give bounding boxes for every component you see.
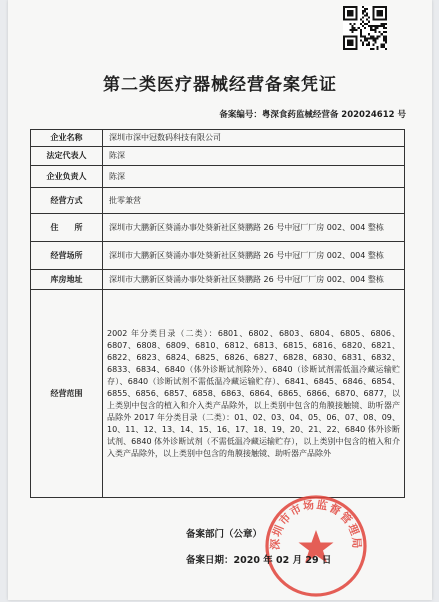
document-title: 第二类医疗器械经营备案凭证 [103, 75, 337, 95]
qr-code [343, 6, 387, 50]
table-row [31, 188, 405, 214]
table-row [31, 270, 405, 290]
row-label: 库房地址 [31, 270, 103, 290]
business-scope: 2002 年分类目录（二类）：6801、6802、6803、6804、6805、6806、6807、6808、6809、6810、6812、6813、6815、6816、6820、6821、6822、6823、6824、6825、6826、6827、6828、6830、6831、6832、6833、6834、6840（体外诊断试剂除外）、6840（诊断试剂需低温冷藏运输贮存）、6840（诊断试剂不需低温冷藏运输贮存）、6841、6845、6846、6854、6855、6856、6857、6858、6863、6864、6865、6866、6870、6877，以上类别中包含的植入和介入类产品除外，以上类别中包含的角膜接触镜、助听器产品除外 2017 年分类目录（二类）：01、02、03、04、05、06、07、08、09、10、11、12、13、14、15、16、17、18、19、20、21、22、6840 体外诊断试剂、6840 体外诊断试剂（不需低温冷藏运输贮存），以上类别中包含的植入和介入类产品除外，以上类别中包含的角膜接触镜、助听器产品除外 [103, 290, 405, 498]
table-row [31, 130, 405, 147]
legal-representative: 陈深 [103, 147, 405, 166]
row-label: 企业名称 [31, 130, 103, 147]
table-row [31, 290, 405, 498]
row-label: 住 所 [31, 214, 103, 242]
table-row [31, 166, 405, 188]
business-mode: 批零兼营 [103, 188, 405, 214]
responsible-person: 陈深 [103, 166, 405, 188]
domicile-address: 深圳市大鹏新区葵涌办事处葵新社区葵鹏路 26 号中冠厂厂房 002、004 整栋 [103, 214, 405, 242]
row-label: 经营场所 [31, 242, 103, 270]
table-row [31, 214, 405, 242]
row-label: 法定代表人 [31, 147, 103, 166]
filing-date: 备案日期：2020 年 02 月 29 日 [186, 555, 332, 566]
business-premises: 深圳市大鹏新区葵涌办事处葵新社区葵鹏路 26 号中冠厂厂房 002、004 整栋 [103, 242, 405, 270]
registration-number: 备案编号：粤深食药监械经营备 202024612 号 [219, 110, 406, 120]
warehouse-address: 深圳市大鹏新区葵涌办事处葵新社区葵鹏路 26 号中冠厂厂房 002、004 整栋 [103, 270, 405, 290]
certificate-page [8, 0, 432, 600]
filing-department: 备案部门（公章） [186, 529, 263, 540]
table-row [31, 147, 405, 166]
info-table [30, 129, 405, 498]
row-label: 经营范围 [31, 290, 103, 498]
row-label: 经营方式 [31, 188, 103, 214]
row-label: 企业负责人 [31, 166, 103, 188]
company-name: 深圳市深中冠数码科技有限公司 [103, 130, 405, 147]
official-seal [260, 490, 372, 602]
seal-text: 深圳市市场监督管理局 [268, 498, 364, 551]
table-row [31, 242, 405, 270]
